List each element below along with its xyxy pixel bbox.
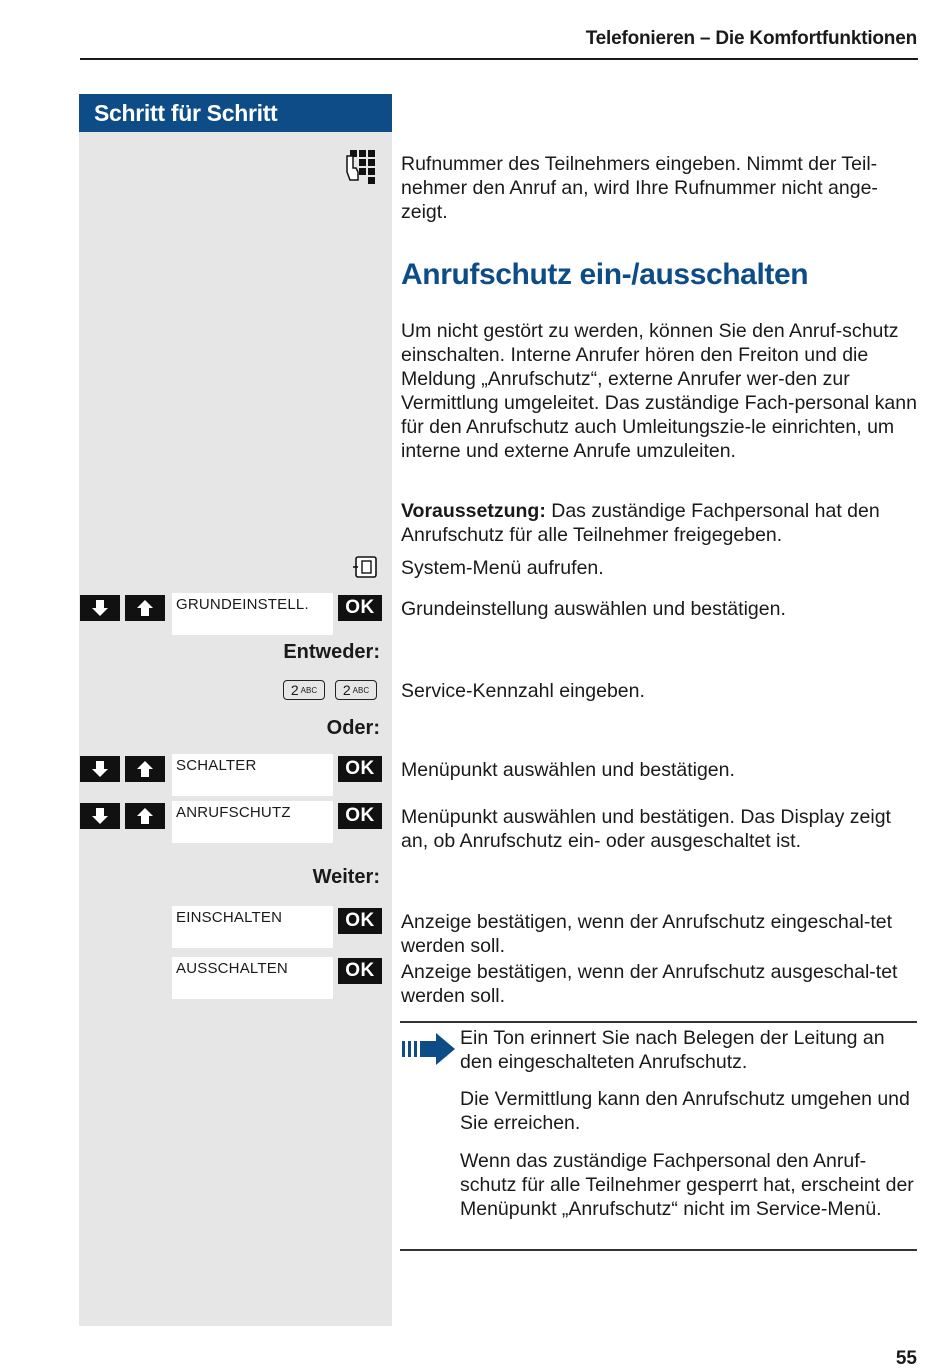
ok-button[interactable]: OK xyxy=(338,958,382,984)
einschalten-text: Anzeige bestätigen, wenn der Anrufschutz eingeschal-tet werden soll. xyxy=(401,911,893,957)
note-2: Die Vermittlung kann den Anrufschutz umgehen und Sie erreichen. xyxy=(460,1088,910,1134)
keypad-icon xyxy=(344,148,380,193)
arrow-down-icon xyxy=(90,598,110,618)
arrow-up-icon xyxy=(135,806,155,826)
key-letters: ABC xyxy=(352,685,370,695)
service-text: Service-Kennzahl eingeben. xyxy=(401,680,645,702)
ok-button[interactable]: OK xyxy=(338,908,382,934)
intro-text: Rufnummer des Teilnehmers eingeben. Nimmt der Teil-nehmer den Anruf an, wird Ihre Rufnummer nicht ange-zeigt. xyxy=(401,153,878,223)
ok-button[interactable]: OK xyxy=(338,595,382,621)
menu-key-icon xyxy=(352,556,378,583)
scroll-down-button[interactable] xyxy=(80,803,120,829)
note-bottom-rule xyxy=(400,1249,917,1251)
note-1: Ein Ton erinnert Sie nach Belegen der Leitung an den eingeschalteten Anrufschutz. xyxy=(460,1027,885,1073)
scroll-down-button[interactable] xyxy=(80,756,120,782)
display-schalter: SCHALTER xyxy=(172,754,333,796)
note-top-rule xyxy=(400,1021,917,1023)
schalter-text: Menüpunkt auswählen und bestätigen. xyxy=(401,759,735,781)
scroll-up-button[interactable] xyxy=(125,595,165,621)
display-einschalten: EINSCHALTEN xyxy=(172,906,333,948)
grundeinstell-text: Grundeinstellung auswählen und bestätigen. xyxy=(401,598,786,620)
key-digit: 2 xyxy=(342,682,351,698)
label-weiter: Weiter: xyxy=(312,866,380,888)
anrufschutz-text: Menüpunkt auswählen und bestätigen. Das Display zeigt an, ob Anrufschutz ein- oder ausgeschaltet ist. xyxy=(401,806,891,852)
label-oder: Oder: xyxy=(326,717,380,739)
arrow-down-icon xyxy=(90,806,110,826)
note-3: Wenn das zuständige Fachpersonal den Anruf-schutz für alle Teilnehmer gesperrt hat, erscheint der Menüpunkt „Anrufschutz“ nicht im Service-Menü. xyxy=(460,1150,914,1220)
key-2-button[interactable] xyxy=(283,680,325,700)
key-letters: ABC xyxy=(300,685,318,695)
arrow-up-icon xyxy=(135,598,155,618)
arrow-down-icon xyxy=(90,759,110,779)
sidebar-heading: Schritt für Schritt xyxy=(79,94,392,132)
section-title: Anrufschutz ein-/ausschalten xyxy=(401,258,809,291)
header-rule xyxy=(80,58,918,60)
ok-button[interactable]: OK xyxy=(338,756,382,782)
prerequisite xyxy=(401,499,921,547)
scroll-up-button[interactable] xyxy=(125,756,165,782)
ok-button[interactable]: OK xyxy=(338,803,382,829)
step-sidebar xyxy=(79,94,392,1326)
key-2-button[interactable] xyxy=(335,680,377,700)
note-arrow-icon xyxy=(402,1032,456,1071)
scroll-up-button[interactable] xyxy=(125,803,165,829)
system-menu-text: System-Menü aufrufen. xyxy=(401,557,604,579)
page-header-title: Telefonieren – Die Komfortfunktionen xyxy=(585,28,917,49)
arrow-up-icon xyxy=(135,759,155,779)
display-grundeinstell: GRUNDEINSTELL. xyxy=(172,593,333,635)
key-digit: 2 xyxy=(290,682,299,698)
prerequisite-text: Das zuständige Fachpersonal hat den Anrufschutz für alle Teilnehmer freigegeben. xyxy=(401,500,880,546)
section-body: Um nicht gestört zu werden, können Sie den Anruf-schutz einschalten. Interne Anrufer hören den Freiton und die Meldung „Anrufschutz“, externe Anrufer wer-den zur Vermittlung umgeleitet. Das zuständige Fach-personal kann für den Anrufschutz auch Umleitungszie-le einrichten, um interne und externe Anrufe umzuleiten. xyxy=(401,320,917,462)
display-anrufschutz: ANRUFSCHUTZ xyxy=(172,801,333,843)
label-entweder: Entweder: xyxy=(283,641,380,663)
prerequisite-label: Voraussetzung: xyxy=(401,500,546,522)
page-number: 55 xyxy=(895,1348,917,1369)
ausschalten-text: Anzeige bestätigen, wenn der Anrufschutz ausgeschal-tet werden soll. xyxy=(401,961,898,1007)
scroll-down-button[interactable] xyxy=(80,595,120,621)
display-ausschalten: AUSSCHALTEN xyxy=(172,957,333,999)
